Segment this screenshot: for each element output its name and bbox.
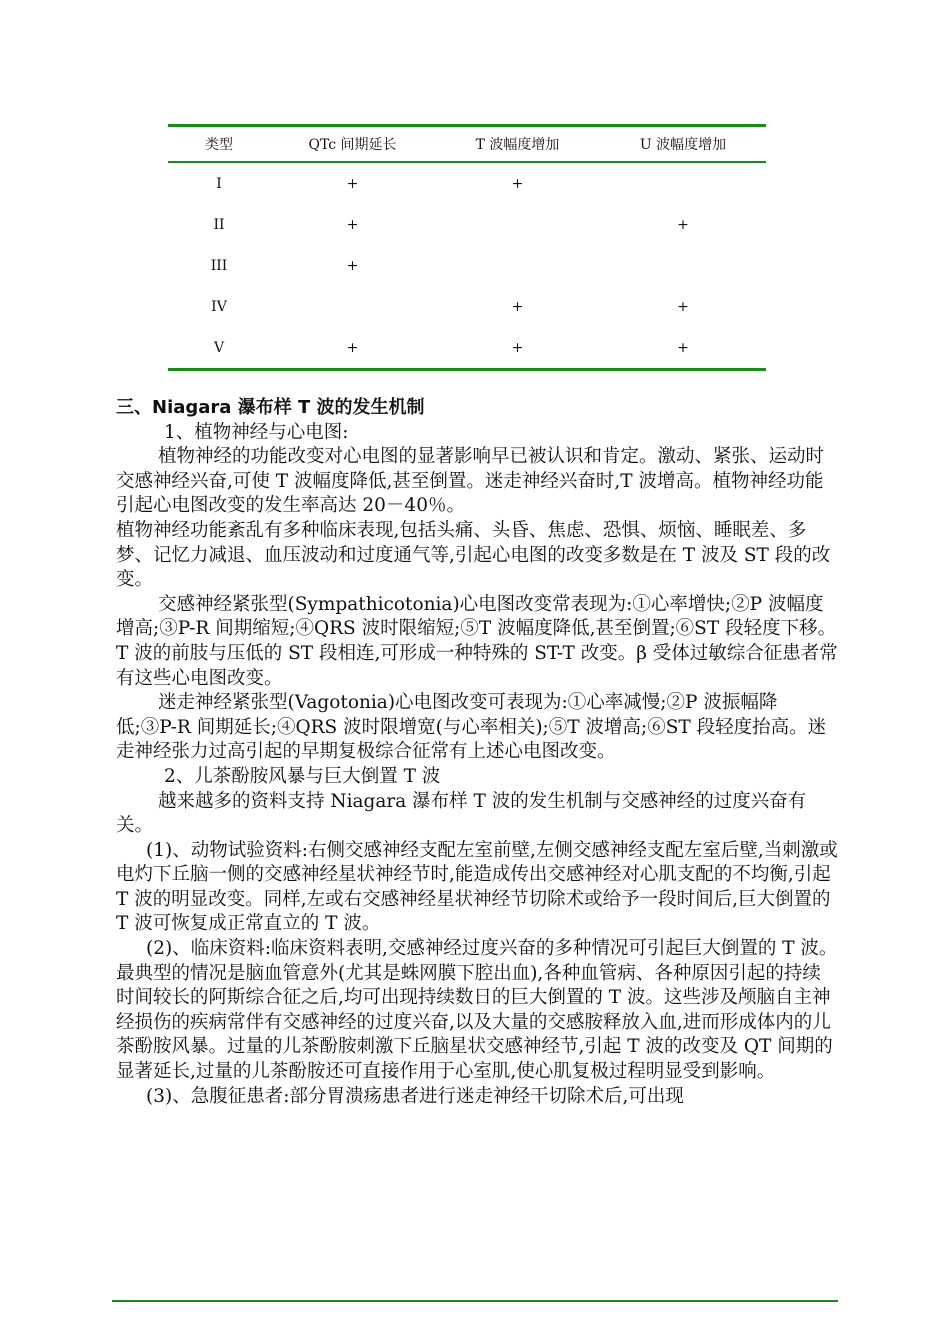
table-row	[168, 204, 766, 245]
cell-u-wave	[600, 245, 766, 286]
cell-qtc: +	[346, 175, 359, 192]
paragraph: (1)、动物试验资料:右侧交感神经支配左室前壁,左侧交感神经支配左室后壁,当刺激或电灼下丘脑一侧的交感神经星状神经节时,能造成传出交感神经对心肌支配的不均衡,引起 T 波的明显改变。同样,左或右交感神经星状神经节切除术或给予一段时间后,巨大倒置的 T 波可恢复成正常直立的 T 波。	[116, 839, 838, 935]
paragraph: 植物神经的功能改变对心电图的显著影响早已被认识和肯定。激动、紧张、运动时交感神经兴奋,可使 T 波幅度降低,甚至倒置。迷走神经兴奋时,T 波增高。植物神经功能引起心电图改变的发生率高达 20－40％。	[116, 446, 825, 517]
cell-t-wave: +	[511, 298, 524, 315]
cell-type: II	[213, 216, 225, 233]
header-t-wave: T 波幅度增加	[475, 137, 560, 153]
header-type: 类型	[205, 137, 233, 153]
cell-t-wave	[435, 204, 600, 245]
cell-t-wave	[435, 245, 600, 286]
paragraph: 植物神经功能紊乱有多种临床表现,包括头痛、头昏、焦虑、恐惧、烦恼、睡眠差、多梦、记忆力减退、血压波动和过度通气等,引起心电图的改变多数是在 T 波及 ST 段的改变。	[116, 519, 831, 591]
cell-u-wave	[600, 163, 766, 204]
cell-qtc: +	[346, 257, 359, 274]
table-row	[168, 327, 766, 368]
cell-type: V	[213, 339, 225, 356]
table-row	[168, 245, 766, 286]
document-body	[116, 396, 838, 1109]
cell-u-wave: +	[677, 216, 689, 233]
cell-u-wave: +	[677, 339, 689, 356]
footer-rule	[112, 1300, 838, 1302]
cell-type: IV	[211, 298, 227, 315]
table-header-row	[168, 127, 766, 161]
paragraph: 交感神经紧张型(Sympathicotonia)心电图改变常表现为:①心率增快;②P 波幅度增高;③P-R 间期缩短;④QRS 波时限缩短;⑤T 波幅度降低,甚至倒置;⑥ST 段轻度下移。T 波的前肢与压低的 ST 段相连,可形成一种特殊的 ST-T 改变。β 受体过敏综合征患者常有这些心电图改变。	[116, 593, 838, 689]
paragraph: 迷走神经紧张型(Vagotonia)心电图改变可表现为:①心率减慢;②P 波振幅降低;③P-R 间期延长;④QRS 波时限增宽(与心率相关);⑤T 波增高;⑥ST 段轻度抬高。迷走神经张力过高引起的早期复极综合征常有上述心电图改变。	[116, 692, 827, 763]
paragraph: (3)、急腹征患者:部分胃溃疡患者进行迷走神经干切除术后,可出现	[146, 1085, 684, 1107]
header-qtc: QTc 间期延长	[308, 137, 397, 153]
subsection-heading-1: 1、植物神经与心电图:	[164, 421, 349, 443]
table-row	[168, 163, 766, 204]
cell-qtc: +	[346, 339, 359, 356]
cell-t-wave: +	[511, 339, 524, 356]
section-heading: 三、Niagara 瀑布样 T 波的发生机制	[116, 397, 425, 418]
table-row	[168, 286, 766, 327]
subsection-heading-2: 2、儿茶酚胺风暴与巨大倒置 T 波	[164, 765, 441, 787]
cell-qtc: +	[346, 216, 359, 233]
ecg-type-table	[168, 124, 766, 371]
paragraph: (2)、临床资料:临床资料表明,交感神经过度兴奋的多种情况可引起巨大倒置的 T 波。最典型的情况是脑血管意外(尤其是蛛网膜下腔出血),各种血管病、各种原因引起的持续时间较长的阿斯综合征之后,均可出现持续数日的巨大倒置的 T 波。这些涉及颅脑自主神经损伤的疾病常伴有交感神经的过度兴奋,以及大量的交感胺释放入血,进而形成体内的儿茶酚胺风暴。过量的儿茶酚胺刺激下丘脑星状交感神经节,引起 T 波的改变及 QT 间期的显著延长,过量的儿茶酚胺还可直接作用于心室肌,使心肌复极过程明显受到影响。	[116, 938, 838, 1083]
cell-t-wave: +	[511, 175, 524, 192]
header-u-wave: U 波幅度增加	[639, 137, 727, 153]
cell-type: III	[210, 257, 228, 274]
table-bottom-rule	[168, 368, 766, 371]
cell-qtc	[270, 286, 435, 327]
paragraph: 越来越多的资料支持 Niagara 瀑布样 T 波的发生机制与交感神经的过度兴奋有关。	[116, 790, 807, 837]
cell-type: I	[216, 175, 222, 192]
cell-u-wave: +	[677, 298, 689, 315]
